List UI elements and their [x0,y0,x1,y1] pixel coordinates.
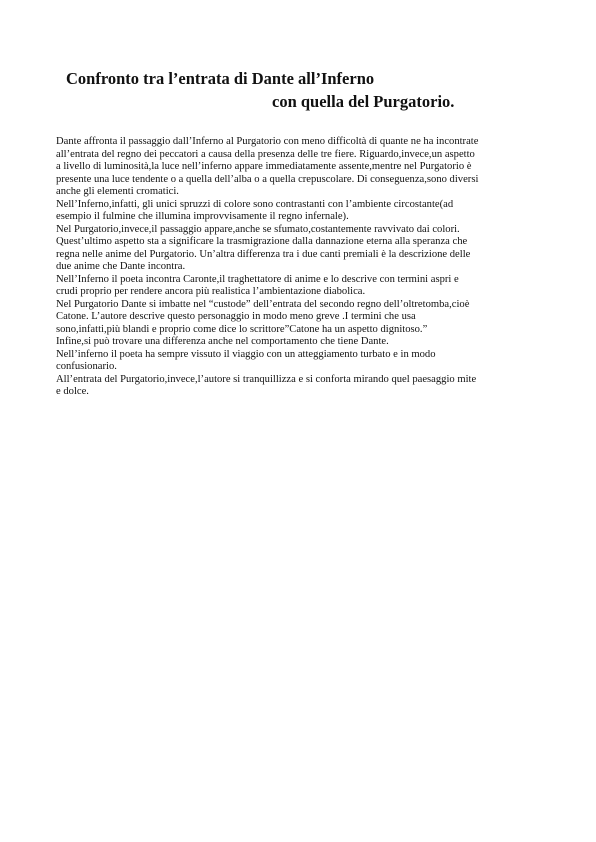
text-line: e dolce. [56,386,89,397]
title-line-1: Confronto tra l’entrata di Dante all’Inferno [66,69,375,88]
text-line: esempio il fulmine che illumina improvvisamente il regno infernale). [56,211,349,222]
text-line: Nell’Inferno il poeta incontra Caronte,il traghettatore di anime e lo descrive con termini aspri e [56,273,459,285]
text-line: confusionario. [56,361,117,372]
text-line: Dante affronta il passaggio dall’Inferno al Purgatorio con meno difficoltà di quante ne ha incontrate [56,136,479,147]
text-line: Infine,si può trovare una differenza anche nel comportamento che tiene Dante. [56,336,389,347]
text-line: sono,infatti,più blandi e proprio come dice lo scrittore”Catone ha un aspetto dignitoso.” [56,323,428,335]
text-line: presente una luce tendente o a quella dell’alba o a quella crepuscolare. Di conseguenza,sono diversi [56,173,479,185]
text-line: regna nelle anime del Purgatorio. Un’altra differenza tra i due canti premiali è la descrizione delle [56,248,471,260]
text-line: Nell’Inferno,infatti, gli unici spruzzi di colore sono contrastanti con l’ambiente circostante(ad [56,198,454,210]
text-line: crudi proprio per rendere ancora più realistica l’ambientazione diabolica. [56,286,366,297]
text-line: Nell’inferno il poeta ha sempre vissuto il viaggio con un atteggiamento turbato e in modo [56,348,436,360]
text-line: Catone. L’autore descrive questo personaggio in modo meno greve .I termini che usa [56,311,416,322]
title-line-2: con quella del Purgatorio. [272,92,455,111]
text-line: due anime che Dante incontra. [56,261,186,272]
text-line: a livello di luminosità,la luce nell’inferno appare immediatamente assente,mentre nel Purgatorio è [56,161,472,172]
text-line: Nel Purgatorio Dante si imbatte nel “custode” dell’entrata del secondo regno dell’oltretomba,cioè [56,298,470,310]
text-line: anche gli elementi cromatici. [56,186,179,197]
text-line: Quest’ultimo aspetto sta a significare la trasmigrazione dalla dannazione eterna alla speranza che [56,236,468,247]
text-line: all’entrata del regno dei peccatori a causa della presenza delle tre fiere. Riguardo,invece,un aspetto [56,148,475,160]
text-line: All’entrata del Purgatorio,invece,l’autore si tranquillizza e si conforta mirando quel paesaggio mite [56,373,477,385]
body-text [56,136,542,399]
text-line: Nel Purgatorio,invece,il passaggio appare,anche se sfumato,costantemente ravvivato dai colori. [56,223,460,235]
